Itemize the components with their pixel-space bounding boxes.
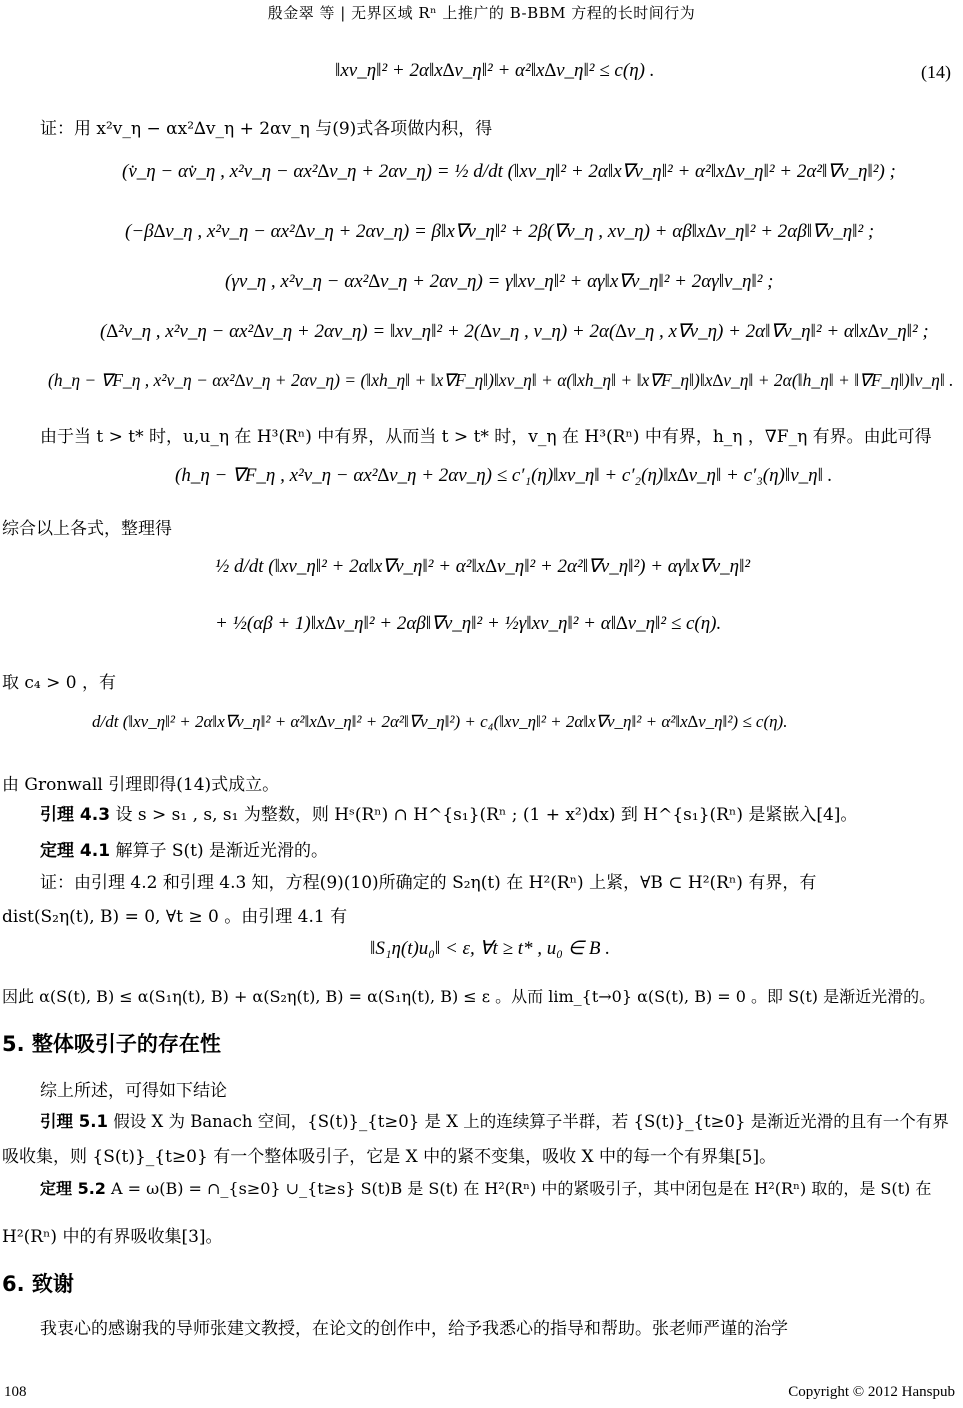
proof2-line-1: 证：由引理 4.2 和引理 4.3 知，方程(9)(10)所确定的 S₂η(t) 在 H²(Rⁿ) 上紧，∀B ⊂ H²(Rⁿ) 有界，有 bbox=[40, 873, 817, 893]
theorem-4-1 bbox=[40, 836, 328, 861]
lemma-4-3-text: 设 s > s₁ , s, s₁ 为整数，则 Hˢ(Rⁿ) ∩ H^{s₁}(Rⁿ ; (1 + x²)dx) 到 H^{s₁}(Rⁿ) 是紧嵌入[4]。 bbox=[115, 805, 858, 825]
proof2-conclusion: 因此 α(S(t), B) ≤ α(S₁η(t), B) + α(S₂η(t), B) = α(S₁η(t), B) ≤ ε 。从而 lim_{t→0} α(S(t), B) = 0 。即 S(t) 是渐近光滑的。 bbox=[2, 987, 936, 1006]
lemma-4-3-label: 引理 4.3 bbox=[40, 805, 111, 825]
section-6-heading: 6. 致谢 bbox=[2, 1272, 74, 1296]
theorem-5-2-label: 定理 5.2 bbox=[40, 1179, 106, 1198]
page-number: 108 bbox=[4, 1384, 27, 1400]
equation-number-14: (14) bbox=[921, 62, 951, 82]
boundedness-text: 由于当 t > t* 时，u,u_η 在 H³(Rⁿ) 中有界，从而当 t > t* 时，v_η 在 H³(Rⁿ) 中有界，h_η ，∇F_η 有界。由此可得 bbox=[40, 427, 932, 447]
summary-text: 综合以上各式，整理得 bbox=[2, 519, 172, 539]
theorem-5-2-text-1: A = ω(B) = ∩_{s≥0} ∪_{t≥s} S(t)B 是 S(t) 在 H²(Rⁿ) 中的紧吸引子，其中闭包是在 H²(Rⁿ) 取的，是 S(t) 在 bbox=[111, 1179, 932, 1198]
summary-equation-line-1: ½ d/dt (‖xv_η‖² + 2α‖x∇v_η‖² + α²‖x∆v_η‖² + 2α²‖∇v_η‖²) + αγ‖x∇v_η‖² bbox=[215, 556, 751, 577]
theorem-5-2-text-2: H²(Rⁿ) 中的有界吸收集[3]。 bbox=[2, 1227, 223, 1247]
copyright: Copyright © 2012 Hanspub bbox=[788, 1384, 955, 1400]
inner-product-eq-3: (γv_η , x²v_η − αx²∆v_η + 2αv_η) = γ‖xv_η‖² + αγ‖x∇v_η‖² + 2αγ‖v_η‖² ; bbox=[225, 271, 774, 292]
lemma-5-1-label: 引理 5.1 bbox=[40, 1112, 108, 1131]
lemma-5-1-text-1: 假设 X 为 Banach 空间，{S(t)}_{t≥0} 是 X 上的连续算子半群，若 {S(t)}_{t≥0} 是渐近光滑的且有一个有界 bbox=[113, 1112, 949, 1131]
proof2-equation: ‖S₁η(t)u₀‖ < ε, ∀t ≥ t* , u₀ ∈ B . bbox=[370, 938, 611, 959]
lemma-5-1 bbox=[40, 1108, 949, 1132]
equation-14: ‖xv_η‖² + 2α‖x∆v_η‖² + α²‖x∆v_η‖² ≤ c(η) . bbox=[335, 60, 655, 81]
acknowledgement-text: 我衷心的感谢我的导师张建文教授，在论文的创作中，给予我悉心的指导和帮助。张老师严谨的治学 bbox=[40, 1319, 788, 1339]
inner-product-eq-4: (∆²v_η , x²v_η − αx²∆v_η + 2αv_η) = ‖xv_η‖² + 2(∆v_η , v_η) + 2α(∆v_η , x∇v_η) + 2α‖∇v_η‖² + α‖x∆v_η‖² ; bbox=[100, 321, 929, 342]
c4-equation: d/dt (‖xv_η‖² + 2α‖x∇v_η‖² + α²‖x∆v_η‖² + 2α²‖∇v_η‖²) + c₄(‖xv_η‖² + 2α‖x∇v_η‖² + α²‖x∆v_η‖²) ≤ c(η). bbox=[92, 712, 788, 731]
section-5-intro: 综上所述，可得如下结论 bbox=[40, 1081, 227, 1101]
take-c4-text: 取 c₄ > 0 ，有 bbox=[2, 673, 117, 693]
lemma-5-1-text-2: 吸收集，则 {S(t)}_{t≥0} 有一个整体吸引子，它是 X 中的紧不变集，吸收 X 中的每一个有界集[5]。 bbox=[2, 1147, 777, 1167]
bound-equation: (h_η − ∇F_η , x²v_η − αx²∆v_η + 2αv_η) ≤ c′₁(η)‖xv_η‖ + c′₂(η)‖x∆v_η‖ + c′₃(η)‖v_η‖ . bbox=[175, 465, 833, 486]
inner-product-eq-2: (−β∆v_η , x²v_η − αx²∆v_η + 2αv_η) = β‖x∇v_η‖² + 2β(∇v_η , xv_η) + αβ‖x∆v_η‖² + 2αβ‖∇v_η‖² ; bbox=[125, 221, 875, 242]
inner-product-eq-1: (v̇_η − αv̇_η , x²v_η − αx²∆v_η + 2αv_η) = ½ d/dt (‖xv_η‖² + 2α‖x∇v_η‖² + α²‖x∆v_η‖² + 2α²‖∇v_η‖²) ; bbox=[122, 161, 896, 182]
summary-equation-line-2: + ½(αβ + 1)‖x∆v_η‖² + 2αβ‖∇v_η‖² + ½γ‖xv_η‖² + α‖∆v_η‖² ≤ c(η). bbox=[215, 613, 722, 634]
proof-intro: 证：用 x²v_η − αx²∆v_η + 2αv_η 与(9)式各项做内积，得 bbox=[40, 119, 493, 139]
lemma-4-3 bbox=[40, 800, 857, 825]
proof2-line-2: dist(S₂η(t), B) = 0, ∀t ≥ 0 。由引理 4.1 有 bbox=[2, 907, 348, 927]
theorem-4-1-label: 定理 4.1 bbox=[40, 841, 111, 861]
running-header: 殷金翠 等 | 无界区域 Rⁿ 上推广的 B-BBM 方程的长时间行为 bbox=[267, 4, 696, 22]
section-5-heading: 5. 整体吸引子的存在性 bbox=[2, 1032, 221, 1056]
gronwall-text: 由 Gronwall 引理即得(14)式成立。 bbox=[2, 775, 280, 795]
inner-product-eq-5: (h_η − ∇F_η , x²v_η − αx²∆v_η + 2αv_η) = (‖xh_η‖ + ‖x∇F_η‖)‖xv_η‖ + α(‖xh_η‖ + ‖x∇F_η‖)‖x∆v_η‖ + 2α(‖h_η‖ + ‖∇F_η‖)‖v_η‖ . bbox=[48, 370, 954, 390]
theorem-5-2 bbox=[40, 1176, 931, 1199]
theorem-4-1-text: 解算子 S(t) 是渐近光滑的。 bbox=[115, 841, 329, 861]
